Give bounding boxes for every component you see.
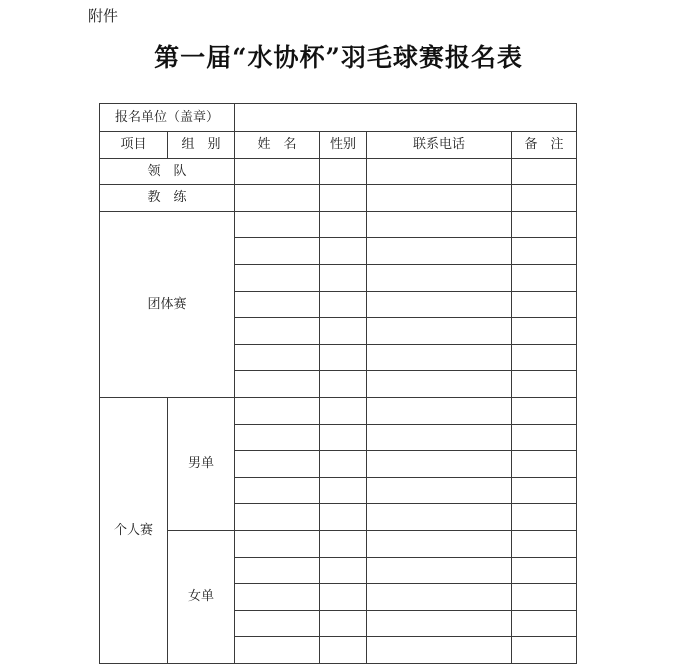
gender-cell[interactable] [320, 610, 367, 637]
name-cell[interactable] [235, 610, 320, 637]
header-remark: 备 注 [512, 132, 577, 159]
remark-cell[interactable] [512, 477, 577, 504]
header-row [100, 132, 577, 159]
name-cell[interactable] [235, 557, 320, 584]
phone-cell[interactable] [367, 557, 512, 584]
header-gender: 性别 [320, 132, 367, 159]
phone-cell[interactable] [367, 264, 512, 291]
mens-singles-row [100, 397, 577, 424]
gender-cell[interactable] [320, 264, 367, 291]
mens-singles-label: 男单 [168, 397, 235, 530]
phone-cell[interactable] [367, 158, 512, 185]
page-title: 第一届“水协杯”羽毛球赛报名表 [154, 43, 523, 72]
gender-cell[interactable] [320, 158, 367, 185]
remark-cell[interactable] [512, 530, 577, 557]
remark-cell[interactable] [512, 158, 577, 185]
header-name: 姓 名 [235, 132, 320, 159]
header-group: 组 别 [168, 132, 235, 159]
name-cell[interactable] [235, 318, 320, 345]
remark-cell[interactable] [512, 557, 577, 584]
gender-cell[interactable] [320, 530, 367, 557]
remark-cell[interactable] [512, 397, 577, 424]
phone-cell[interactable] [367, 397, 512, 424]
name-cell[interactable] [235, 291, 320, 318]
gender-cell[interactable] [320, 238, 367, 265]
gender-cell[interactable] [320, 344, 367, 371]
phone-cell[interactable] [367, 344, 512, 371]
name-cell[interactable] [235, 397, 320, 424]
name-cell[interactable] [235, 185, 320, 212]
gender-cell[interactable] [320, 185, 367, 212]
phone-cell[interactable] [367, 238, 512, 265]
gender-cell[interactable] [320, 291, 367, 318]
name-cell[interactable] [235, 344, 320, 371]
team-label: 团体赛 [100, 211, 235, 397]
name-cell[interactable] [235, 158, 320, 185]
gender-cell[interactable] [320, 451, 367, 478]
header-item: 项目 [100, 132, 168, 159]
phone-cell[interactable] [367, 424, 512, 451]
name-cell[interactable] [235, 504, 320, 531]
remark-cell[interactable] [512, 264, 577, 291]
gender-cell[interactable] [320, 477, 367, 504]
leader-label: 领 队 [100, 158, 235, 185]
womens-singles-label: 女单 [168, 530, 235, 663]
remark-cell[interactable] [512, 584, 577, 611]
phone-cell[interactable] [367, 185, 512, 212]
individual-label: 个人赛 [100, 397, 168, 663]
name-cell[interactable] [235, 424, 320, 451]
remark-cell[interactable] [512, 610, 577, 637]
phone-cell[interactable] [367, 530, 512, 557]
remark-cell[interactable] [512, 504, 577, 531]
phone-cell[interactable] [367, 211, 512, 238]
remark-cell[interactable] [512, 238, 577, 265]
unit-label: 报名单位（盖章） [100, 104, 235, 132]
gender-cell[interactable] [320, 211, 367, 238]
name-cell[interactable] [235, 637, 320, 664]
phone-cell[interactable] [367, 451, 512, 478]
remark-cell[interactable] [512, 424, 577, 451]
gender-cell[interactable] [320, 318, 367, 345]
team-row [100, 211, 577, 238]
coach-row [100, 185, 577, 212]
gender-cell[interactable] [320, 397, 367, 424]
remark-cell[interactable] [512, 637, 577, 664]
phone-cell[interactable] [367, 477, 512, 504]
gender-cell[interactable] [320, 557, 367, 584]
name-cell[interactable] [235, 211, 320, 238]
remark-cell[interactable] [512, 451, 577, 478]
unit-input-cell[interactable] [235, 104, 577, 132]
name-cell[interactable] [235, 530, 320, 557]
leader-row [100, 158, 577, 185]
gender-cell[interactable] [320, 424, 367, 451]
phone-cell[interactable] [367, 584, 512, 611]
name-cell[interactable] [235, 451, 320, 478]
remark-cell[interactable] [512, 211, 577, 238]
coach-label: 教 练 [100, 185, 235, 212]
name-cell[interactable] [235, 371, 320, 398]
name-cell[interactable] [235, 584, 320, 611]
gender-cell[interactable] [320, 504, 367, 531]
phone-cell[interactable] [367, 504, 512, 531]
name-cell[interactable] [235, 238, 320, 265]
remark-cell[interactable] [512, 371, 577, 398]
phone-cell[interactable] [367, 371, 512, 398]
phone-cell[interactable] [367, 610, 512, 637]
gender-cell[interactable] [320, 371, 367, 398]
phone-cell[interactable] [367, 318, 512, 345]
gender-cell[interactable] [320, 584, 367, 611]
name-cell[interactable] [235, 477, 320, 504]
remark-cell[interactable] [512, 318, 577, 345]
attachment-label: 附件 [88, 7, 119, 25]
name-cell[interactable] [235, 264, 320, 291]
header-phone: 联系电话 [367, 132, 512, 159]
unit-row [100, 104, 577, 132]
registration-form-table [99, 103, 577, 664]
remark-cell[interactable] [512, 344, 577, 371]
phone-cell[interactable] [367, 637, 512, 664]
gender-cell[interactable] [320, 637, 367, 664]
remark-cell[interactable] [512, 185, 577, 212]
womens-singles-row [100, 530, 577, 557]
remark-cell[interactable] [512, 291, 577, 318]
phone-cell[interactable] [367, 291, 512, 318]
